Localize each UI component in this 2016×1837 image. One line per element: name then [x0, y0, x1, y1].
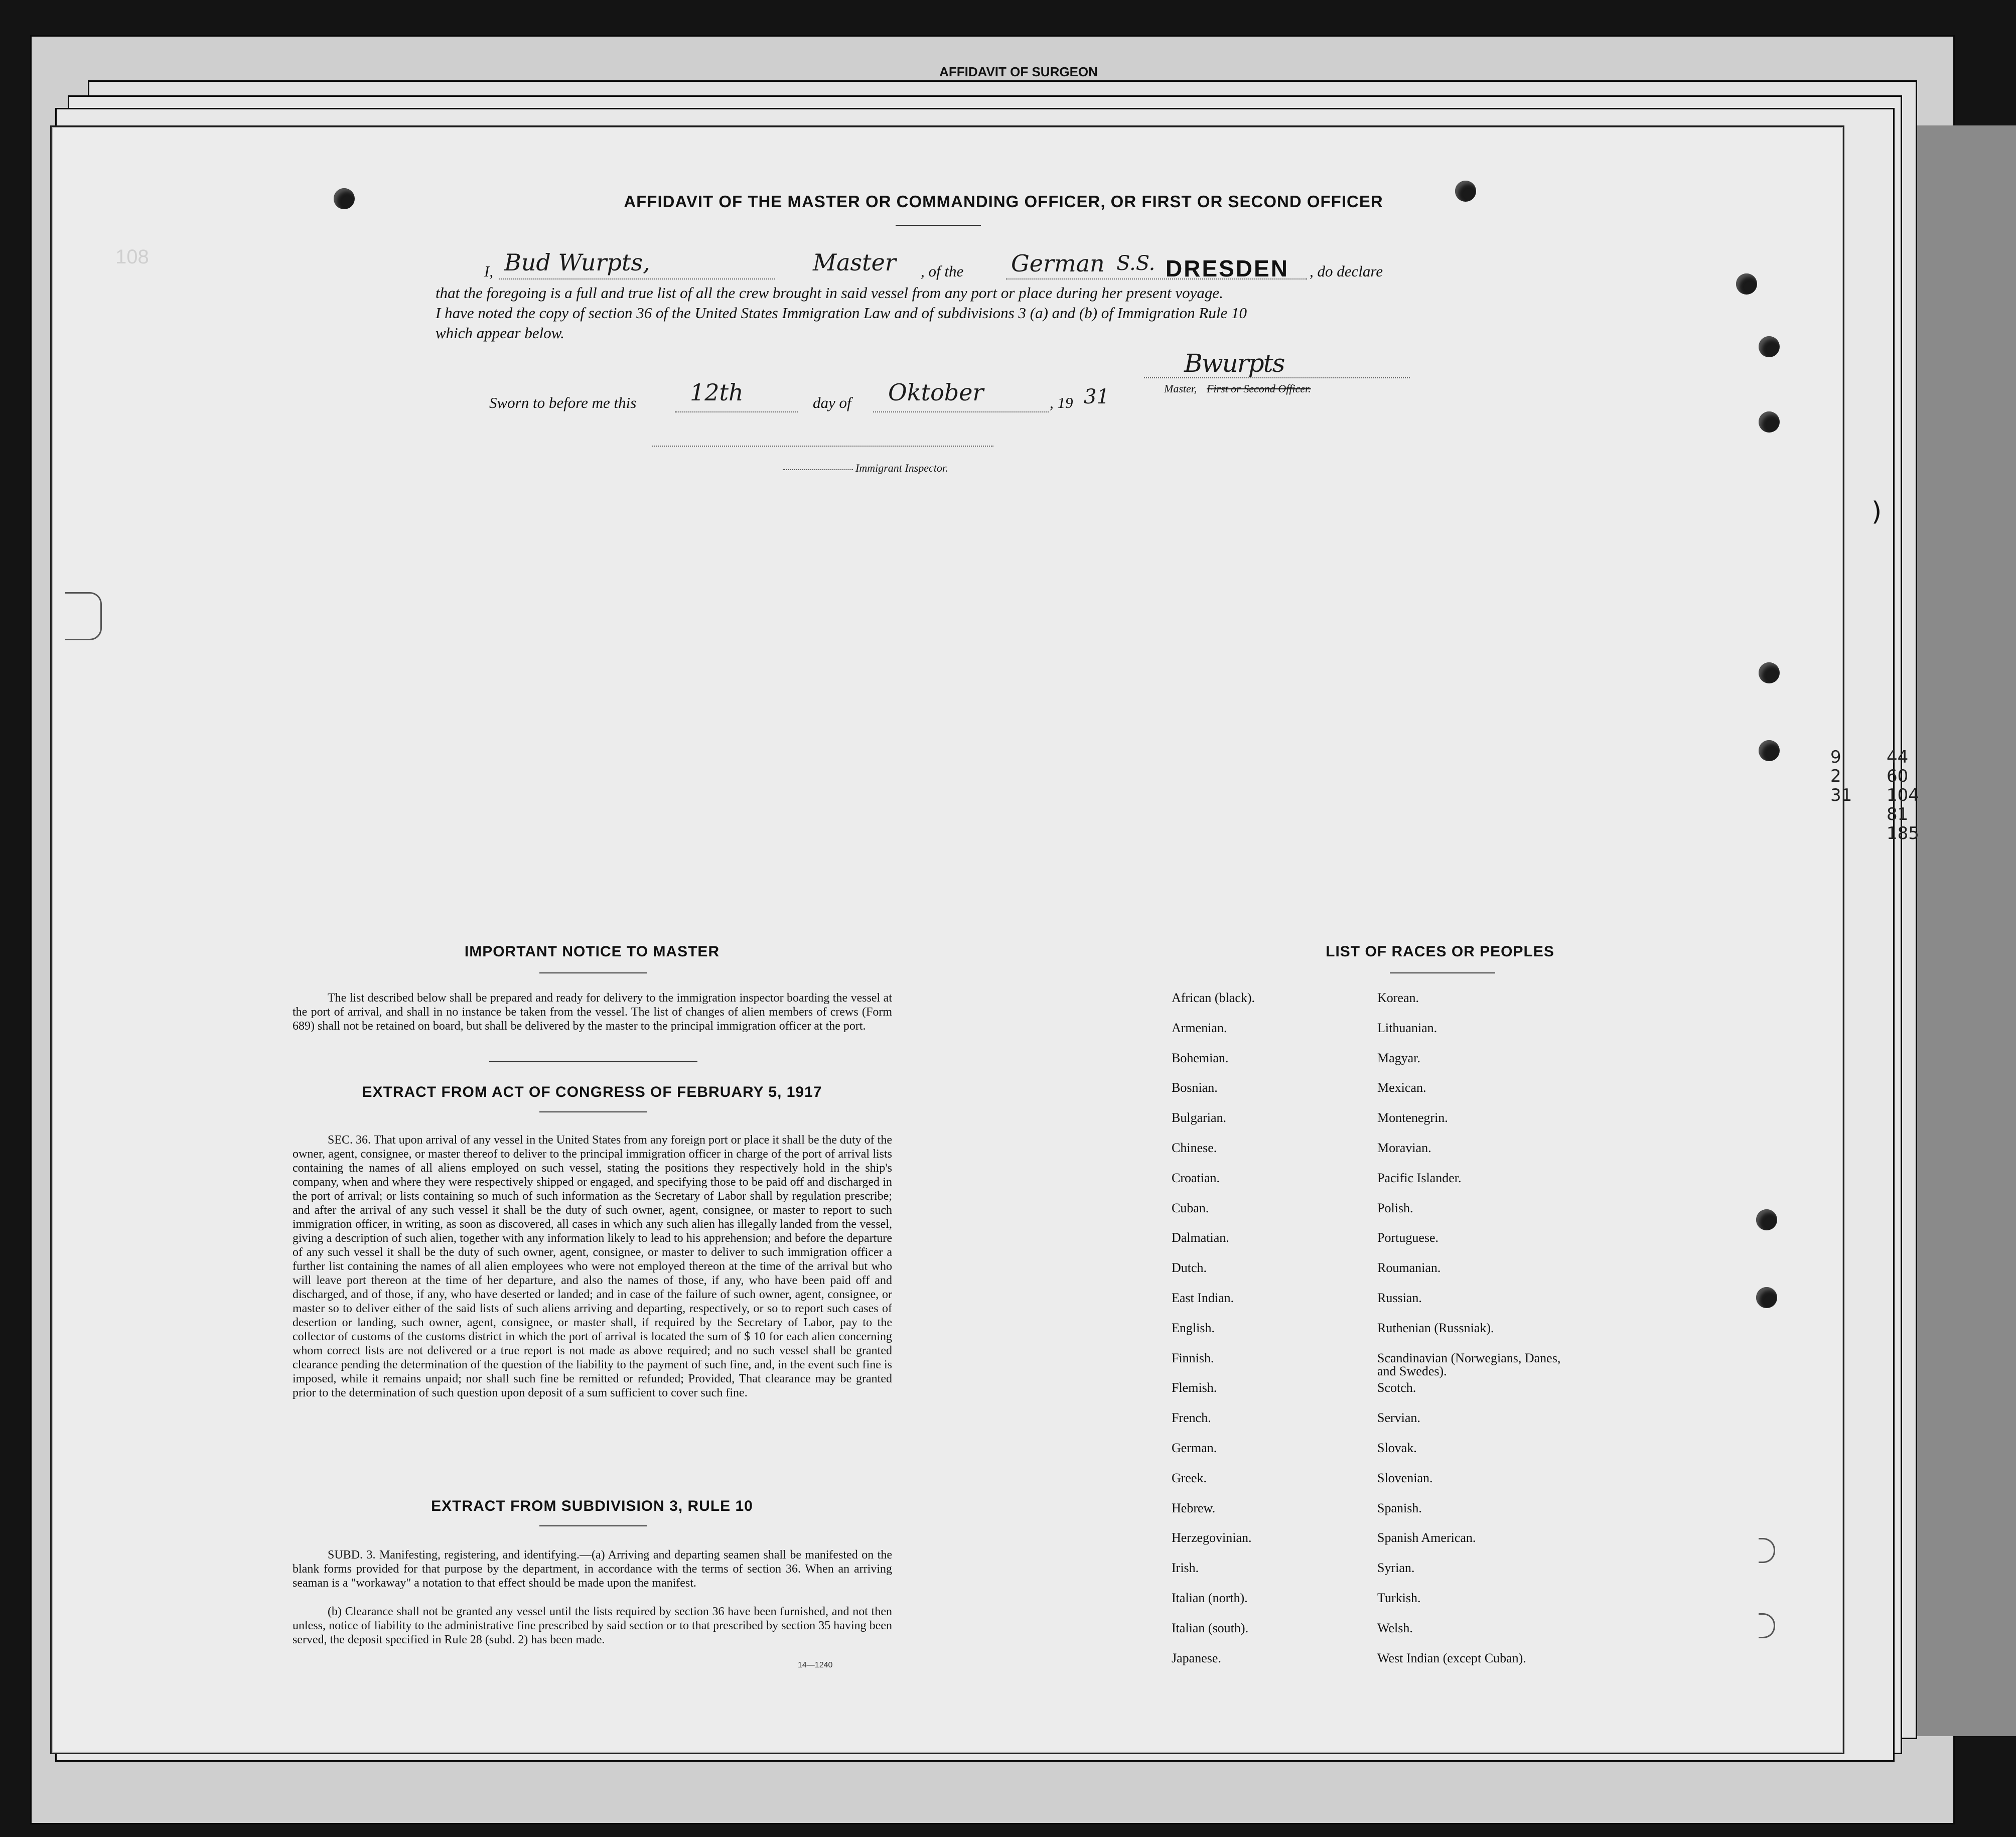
race-item: Polish.	[1377, 1200, 1413, 1215]
inspector-blank-2	[783, 469, 853, 470]
race-item: Moravian.	[1377, 1140, 1431, 1155]
race-item: Magyar.	[1377, 1050, 1420, 1065]
race-item: African (black).	[1172, 991, 1255, 1005]
master-name-handwritten: Bud Wurpts,	[504, 249, 650, 276]
punch-hole-icon	[1759, 740, 1780, 761]
race-item: Scandinavian (Norwegians, Danes, and Swedes).	[1377, 1350, 1561, 1378]
race-item: English.	[1172, 1320, 1215, 1335]
sworn-month-handwritten: Oktober	[888, 379, 984, 406]
race-item: German.	[1172, 1440, 1217, 1455]
extract-act-text: SEC. 36. That upon arrival of any vessel in the United States from any foreign port or place it shall be the duty of the owner, agent, consignee, or master thereof to deliver to the principal immigration officer in charge of the port of arrival lists containing the names of all aliens employed on such vessel, stating the positions they respectively hold in the ship's company, when and where they were respectively shipped or engaged, and specifying those to be paid off and discharged in the port of arrival; or lists containing so much of such information as the Secretary of Labor shall by regulation prescribe; and after the arrival of any such vessel it shall be the duty of such owner, agent, consignee, or master to report to such immigration officer, in writing, as soon as discovered, all cases in which any such alien has illegally landed from the vessel, giving a description of such alien, together with any information likely to lead to his apprehension; and before the departure of any such vessel it shall be the duty of such owner, agent, consignee, or master to deliver to such immigration officer a further list containing the names of all alien employees who were not employed thereon at the time of the arrival but who will leave port thereon at the time of her departure, and also the names of those, if any, who have been paid off and discharged, and of those, if any, who have deserted or landed; and in case of the failure of such owner, agent, consignee, or master so to deliver either of the said lists of such aliens arriving and departing, respectively, or so to report such cases of desertion or landing, such owner, agent, consignee, or master shall, if required by the Secretary of Labor, pay to the collector of customs of the customs district in which the port of arrival is located the sum of $ 10 for each alien concerning whom correct lists are not delivered or a true report is not made as above required; and no such vessel shall be granted clearance pending the determination of the question of the liability to the payment of such fine, and, in the event such fine is imposed, while it remains unpaid; nor shall such fine be remitted or refunded; Provided, That clearance may be granted prior to the determination of such question upon deposit of a sum sufficient to cover such fine.	[293, 1134, 892, 1399]
race-item: Lithuanian.	[1377, 1020, 1437, 1035]
race-item: Russian.	[1377, 1290, 1422, 1305]
race-item: East Indian.	[1172, 1290, 1234, 1305]
title-rule	[896, 225, 981, 226]
form-number: 14—1240	[798, 1661, 833, 1669]
margin-note-right: 44 60 104 81 185	[1887, 747, 1919, 843]
race-item: Spanish.	[1377, 1500, 1422, 1515]
extract-rule-text-b: (b) Clearance shall not be granted any vessel until the lists required by section 36 have been furnished, and not then unless, notice of liability to the administrative fine prescribed by said section or to that prescribed by section 35 having been served, the deposit specified in Rule 28 (subd. 2) has been made.	[293, 1605, 892, 1646]
race-item: Mexican.	[1377, 1080, 1426, 1095]
race-item: Servian.	[1377, 1410, 1420, 1426]
race-item: Croatian.	[1172, 1170, 1220, 1185]
sworn-day-handwritten: 12th	[690, 379, 744, 406]
affidavit-line-2: that the foregoing is a full and true list of all the crew brought in said vessel from any port or place during her present voyage.	[436, 284, 1223, 302]
vessel-prefix-handwritten: S.S.	[1116, 252, 1156, 275]
affidavit-line-i: I,	[484, 262, 494, 280]
sworn-prefix: Sworn to before me this	[489, 394, 637, 411]
races-rule	[1390, 972, 1495, 973]
race-item: Irish.	[1172, 1561, 1199, 1576]
inspector-blank	[652, 446, 993, 447]
signature-blank	[1144, 377, 1410, 378]
ghost-number-icon: 108	[115, 246, 149, 268]
race-item: Montenegrin.	[1377, 1110, 1448, 1125]
race-item: Welsh.	[1377, 1620, 1413, 1635]
notice-title: IMPORTANT NOTICE TO MASTER	[464, 943, 720, 960]
punch-hole-icon	[1756, 1209, 1777, 1230]
race-item: Herzegovinian.	[1172, 1530, 1252, 1545]
race-item: Syrian.	[1377, 1561, 1415, 1576]
extract-act-title: EXTRACT FROM ACT OF CONGRESS OF FEBRUARY 5, 1917	[362, 1084, 822, 1100]
month-blank	[873, 411, 1049, 412]
punch-hole-icon	[1759, 336, 1780, 357]
race-item: Italian (north).	[1172, 1590, 1248, 1605]
notice-rule	[539, 972, 647, 973]
master-signature: Bwurpts	[1184, 349, 1284, 378]
extract-rule-title: EXTRACT FROM SUBDIVISION 3, RULE 10	[431, 1498, 753, 1514]
race-item: Slovak.	[1377, 1440, 1417, 1455]
race-item: Bulgarian.	[1172, 1110, 1227, 1125]
punch-hole-icon	[1759, 662, 1780, 683]
race-item: French.	[1172, 1410, 1211, 1426]
races-title: LIST OF RACES OR PEOPLES	[1326, 943, 1554, 960]
race-item: Spanish American.	[1377, 1530, 1476, 1545]
master-rank-handwritten: Master	[813, 249, 896, 276]
day-blank	[675, 411, 798, 412]
signer-label-struck: First or Second Officer.	[1207, 382, 1311, 395]
signer-label-master: Master,	[1164, 382, 1197, 395]
sworn-year-handwritten: 31	[1084, 385, 1109, 408]
affidavit-do-declare: , do declare	[1310, 262, 1383, 280]
races-left-column	[1172, 992, 1362, 1681]
race-item: Dalmatian.	[1172, 1230, 1229, 1245]
race-item: Pacific Islander.	[1377, 1170, 1462, 1185]
vessel-blank	[1006, 278, 1307, 279]
punch-hole-icon	[1736, 273, 1757, 295]
race-item: Flemish.	[1172, 1380, 1217, 1395]
extract-rule-rule	[539, 1525, 647, 1526]
race-item: Dutch.	[1172, 1260, 1207, 1276]
margin-note-left: 9 2 31	[1830, 747, 1852, 805]
race-item: West Indian (except Cuban).	[1377, 1650, 1526, 1665]
affidavit-line-3: I have noted the copy of section 36 of the United States Immigration Law and of subdivisions 3 (a) and (b) of Immigration Rule 10	[436, 304, 1247, 322]
affidavit-of-the: , of the	[921, 262, 964, 280]
notice-text: The list described below shall be prepared and ready for delivery to the immigration inspector boarding the vessel at the port of arrival, and shall in no instance be taken from the vessel. The list of changes of alien members of crews (Form 689) shall not be retained on board, but shall be delivered by the master to the principal immigration officer at the port.	[293, 992, 892, 1033]
extract-rule-text-a: SUBD. 3. Manifesting, registering, and identifying.—(a) Arriving and departing seamen shall be manifested on the blank forms provided for that purpose by the department, in accordance with the terms of section 36. When an arriving seaman is a "workaway" a notation to that effect should be made upon the manifest.	[293, 1548, 892, 1590]
extract-act-rule	[539, 1111, 647, 1112]
sworn-year-prefix: , 19	[1050, 394, 1073, 411]
race-item: Chinese.	[1172, 1140, 1217, 1155]
punch-hole-icon	[1756, 1287, 1777, 1308]
affidavit-line-4: which appear below.	[436, 324, 564, 342]
vessel-name-stamp: DRESDEN	[1166, 255, 1289, 281]
race-item: Korean.	[1377, 991, 1419, 1005]
race-item: Italian (south).	[1172, 1620, 1249, 1635]
section-rule	[489, 1061, 697, 1062]
race-item: Bosnian.	[1172, 1080, 1218, 1095]
race-item: Finnish.	[1172, 1350, 1214, 1365]
inspector-label: Immigrant Inspector.	[855, 462, 948, 474]
race-item: Turkish.	[1377, 1590, 1421, 1605]
race-item: Armenian.	[1172, 1020, 1227, 1035]
punch-hole-icon	[1759, 411, 1780, 433]
back-sheet-label: AFFIDAVIT OF SURGEON	[939, 64, 1098, 79]
torn-edge-icon	[65, 592, 102, 640]
races-right-column	[1377, 992, 1568, 1681]
race-item: Scotch.	[1377, 1380, 1416, 1395]
race-item: Ruthenian (Russniak).	[1377, 1320, 1494, 1335]
race-item: Bohemian.	[1172, 1050, 1229, 1065]
nationality-handwritten: German	[1011, 250, 1105, 277]
master-name-blank	[499, 278, 775, 279]
race-item: Japanese.	[1172, 1650, 1221, 1665]
affidavit-title: AFFIDAVIT OF THE MASTER OR COMMANDING OFFICER, OR FIRST OR SECOND OFFICER	[624, 192, 1383, 211]
race-item: Portuguese.	[1377, 1230, 1439, 1245]
race-item: Hebrew.	[1172, 1500, 1216, 1515]
paren-mark-icon: )	[1871, 497, 1882, 527]
race-item: Slovenian.	[1377, 1470, 1433, 1485]
sworn-day-of: day of	[813, 394, 851, 411]
race-item: Roumanian.	[1377, 1260, 1441, 1276]
race-item: Cuban.	[1172, 1200, 1209, 1215]
race-item: Greek.	[1172, 1470, 1207, 1485]
